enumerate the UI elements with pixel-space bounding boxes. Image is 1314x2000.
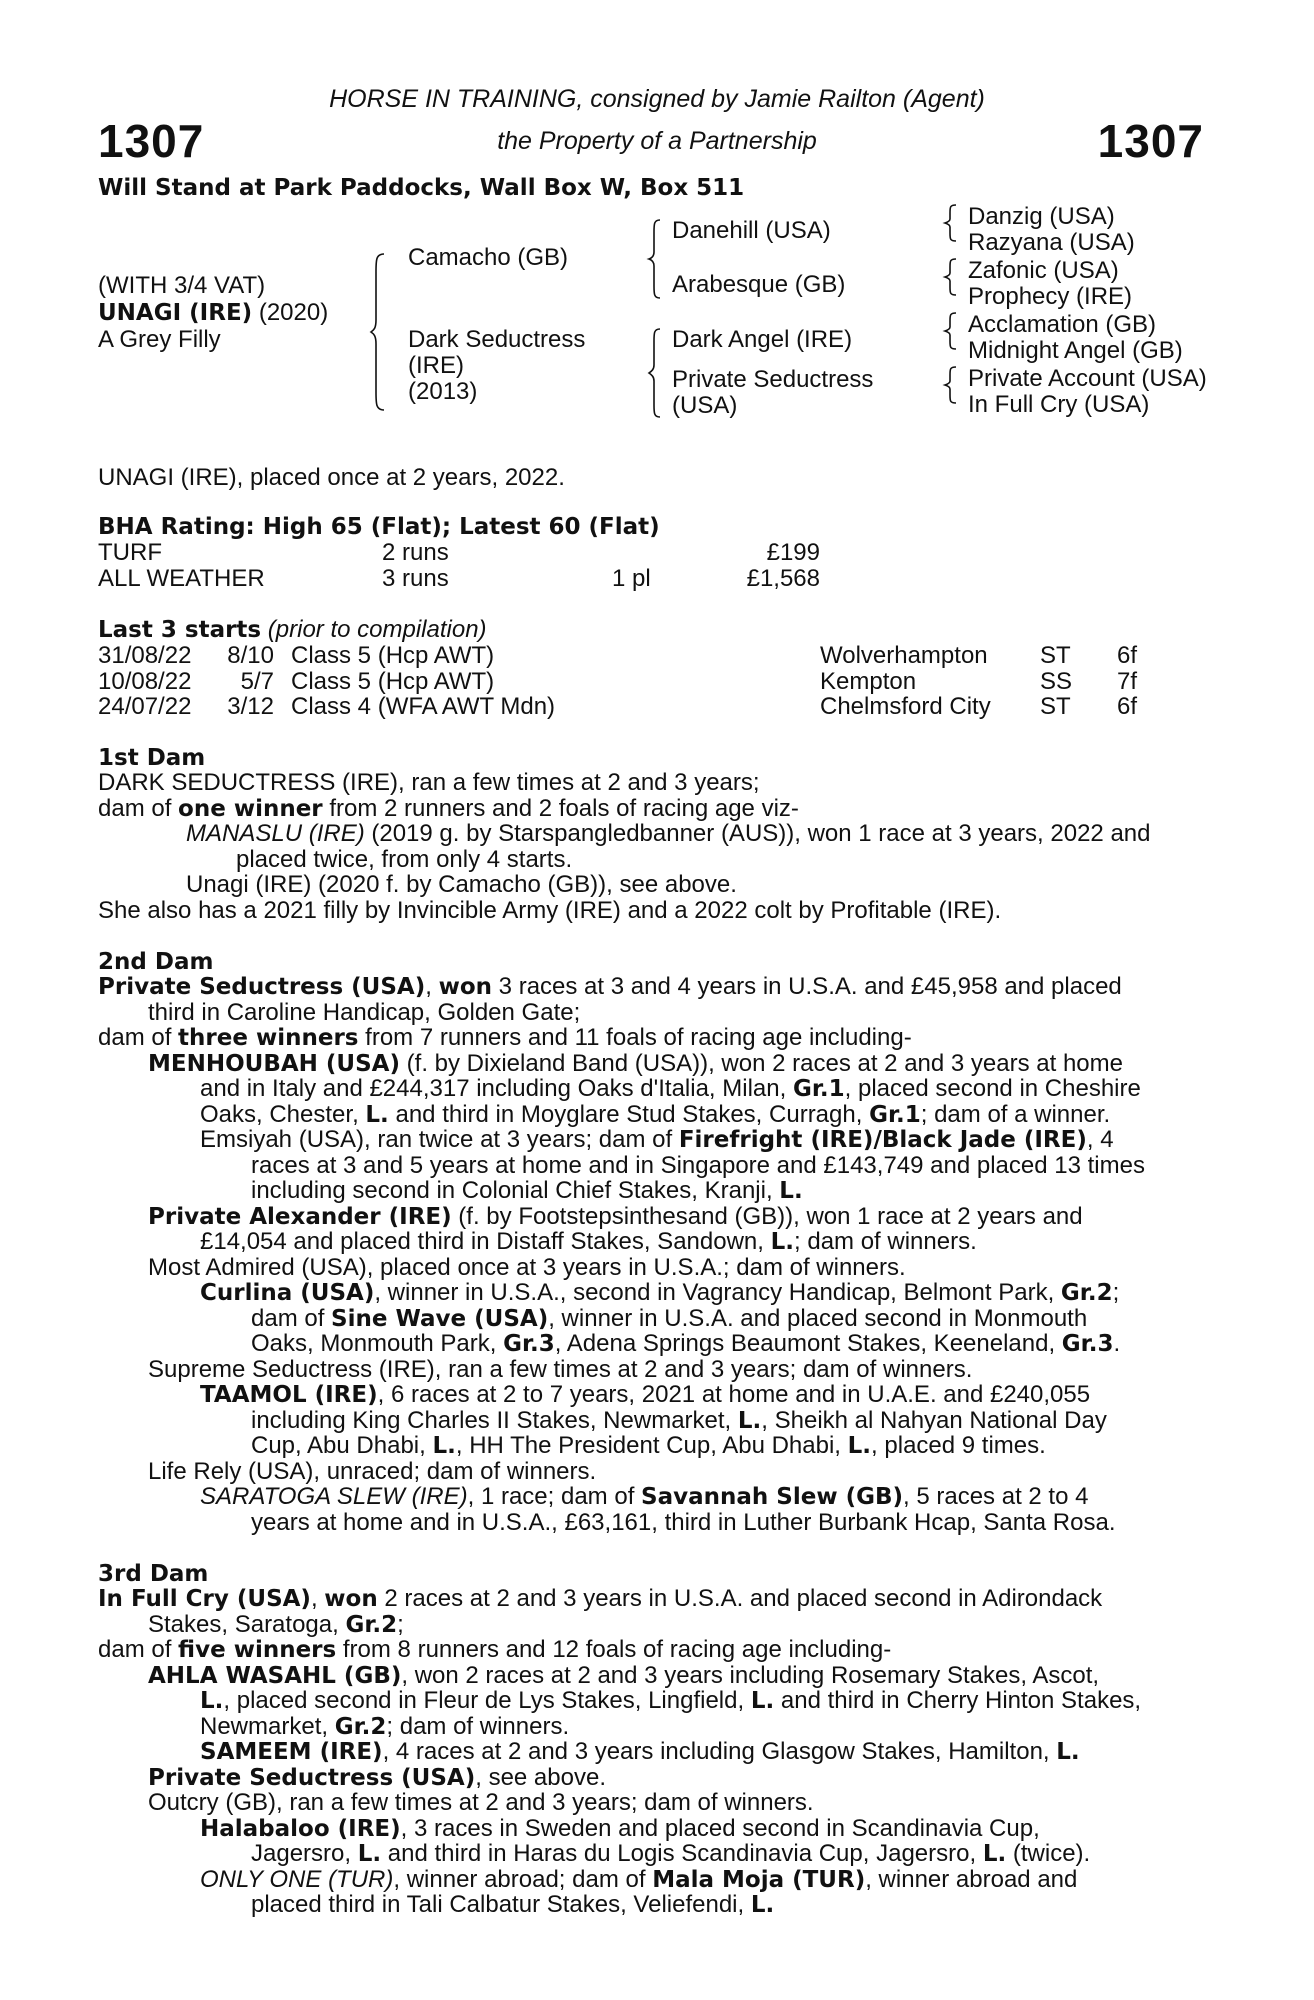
manaslu-entry-cont: placed twice, from only 4 starts.	[236, 846, 573, 873]
start-position: 5/7	[240, 668, 274, 695]
dam-name-line1: Dark Seductress	[408, 326, 586, 353]
curlina-entry: Curlina (USA), winner in U.S.A., second in Vagrancy Handicap, Belmont Park, Gr.2;	[200, 1279, 1120, 1306]
start-going: SS	[1040, 668, 1073, 695]
granddam-2: Prophecy (IRE)	[968, 283, 1133, 310]
start-race: Class 5 (Hcp AWT)	[291, 642, 495, 669]
menhoubah-entry: MENHOUBAH (USA) (f. by Dixieland Band (USA)), won 2 races at 2 and 3 years at home	[148, 1050, 1123, 1077]
outcry-entry: Outcry (GB), ran a few times at 2 and 3 years; dam of winners.	[148, 1789, 814, 1816]
start-distance: 6f	[1117, 642, 1138, 669]
ahla-wasahl-entry-2: L., placed second in Fleur de Lys Stakes, Lingfield, L. and third in Cherry Hinton Stakes,	[200, 1687, 1142, 1714]
dam-name-line2: (IRE)	[408, 352, 464, 379]
rating-runs: 2 runs	[382, 539, 449, 566]
lot-number-left: 1307	[98, 115, 205, 167]
second-dam-heading: 2nd Dam	[98, 949, 214, 975]
start-position: 3/12	[227, 693, 274, 720]
most-admired-entry: Most Admired (USA), placed once at 3 years in U.S.A.; dam of winners.	[148, 1254, 906, 1281]
granddam-1: Razyana (USA)	[968, 229, 1135, 256]
race-summary: UNAGI (IRE), placed once at 2 years, 2022.	[98, 464, 565, 491]
start-race: Class 5 (Hcp AWT)	[291, 668, 495, 695]
start-position: 8/10	[227, 642, 274, 669]
bha-rating-title: BHA Rating: High 65 (Flat); Latest 60 (Flat)	[98, 514, 660, 540]
rating-surface: ALL WEATHER	[98, 565, 265, 592]
pedigree-bracket-g4	[944, 365, 958, 405]
start-going: ST	[1040, 642, 1071, 669]
supreme-seductress-entry: Supreme Seductress (IRE), ran a few times at 2 and 3 years; dam of winners.	[148, 1356, 973, 1383]
rating-earnings: £1,568	[746, 565, 820, 592]
horse-year: (2020)	[258, 299, 329, 326]
lot-number-right: 1307	[1097, 115, 1204, 167]
sire-sire: Danehill (USA)	[672, 217, 831, 244]
private-seductress-entry: Private Seductress (USA), see above.	[148, 1764, 606, 1791]
emsiyah-entry-3: including second in Colonial Chief Stakes, Kranji, L.	[251, 1177, 803, 1204]
second-dam-line: Private Seductress (USA), won 3 races at 3 and 4 years in U.S.A. and £45,958 and placed	[98, 973, 1122, 1000]
pedigree-bracket-g3	[944, 311, 958, 351]
manaslu-entry: MANASLU (IRE) (2019 g. by Starspangledbanner (AUS)), won 1 race at 3 years, 2022 and	[186, 820, 1151, 847]
last-starts-heading	[98, 617, 487, 644]
last-starts-title: Last 3 starts	[98, 617, 262, 643]
vat-note: (WITH 3/4 VAT)	[98, 272, 266, 299]
grandsire-3: Acclamation (GB)	[968, 311, 1157, 338]
private-alexander-entry-2: £14,054 and placed third in Distaff Stakes, Sandown, L.; dam of winners.	[200, 1228, 977, 1255]
start-date: 31/08/22	[98, 642, 192, 669]
stand-line: Will Stand at Park Paddocks, Wall Box W, Box 511	[98, 175, 745, 201]
dam-sire: Dark Angel (IRE)	[672, 326, 853, 353]
third-dam-produce: dam of five winners from 8 runners and 12 foals of racing age including-	[98, 1636, 892, 1663]
rating-placed: 1 pl	[612, 565, 651, 592]
start-course: Kempton	[820, 668, 917, 695]
saratoga-slew-entry: SARATOGA SLEW (IRE), 1 race; dam of Savannah Slew (GB), 5 races at 2 to 4	[200, 1483, 1089, 1510]
only-one-entry: ONLY ONE (TUR), winner abroad; dam of Mala Moja (TUR), winner abroad and	[200, 1866, 1078, 1893]
third-dam-line-cont: Stakes, Saratoga, Gr.2;	[148, 1611, 404, 1638]
taamol-entry: TAAMOL (IRE), 6 races at 2 to 7 years, 2021 at home and in U.A.E. and £240,055	[200, 1381, 1091, 1408]
property-line: the Property of a Partnership	[497, 127, 817, 155]
third-dam-heading: 3rd Dam	[98, 1561, 209, 1587]
pedigree-bracket-g2	[944, 257, 958, 297]
halabaloo-entry: Halabaloo (IRE), 3 races in Sweden and placed second in Scandinavia Cup,	[200, 1815, 1040, 1842]
only-one-entry-2: placed third in Tali Calbatur Stakes, Veliefendi, L.	[251, 1891, 775, 1918]
start-distance: 6f	[1117, 693, 1138, 720]
pedigree-bracket-g1	[944, 203, 958, 243]
sameem-entry: SAMEEM (IRE), 4 races at 2 and 3 years including Glasgow Stakes, Hamilton, L.	[200, 1738, 1080, 1765]
menhoubah-entry-3: Oaks, Chester, L. and third in Moyglare Stud Stakes, Curragh, Gr.1; dam of a winner.	[200, 1101, 1111, 1128]
start-date: 10/08/22	[98, 668, 192, 695]
start-going: ST	[1040, 693, 1071, 720]
sire-dam: Arabesque (GB)	[672, 271, 846, 298]
start-distance: 7f	[1117, 668, 1138, 695]
consignor-line: HORSE IN TRAINING, consigned by Jamie Railton (Agent)	[329, 85, 985, 113]
start-race: Class 4 (WFA AWT Mdn)	[291, 693, 556, 720]
pedigree-bracket-main	[370, 252, 386, 412]
taamol-entry-3: Cup, Abu Dhabi, L., HH The President Cup, Abu Dhabi, L., placed 9 times.	[251, 1432, 1046, 1459]
second-dam-produce: dam of three winners from 7 runners and 11 foals of racing age including-	[98, 1024, 912, 1051]
grandsire-4: Private Account (USA)	[968, 365, 1207, 392]
taamol-entry-2: including King Charles II Stakes, Newmarket, L., Sheikh al Nahyan National Day	[251, 1407, 1107, 1434]
halabaloo-entry-2: Jagersro, L. and third in Haras du Logis Scandinavia Cup, Jagersro, L. (twice).	[251, 1840, 1091, 1867]
curlina-entry-2: dam of Sine Wave (USA), winner in U.S.A. and placed second in Monmouth	[251, 1305, 1088, 1332]
life-rely-entry: Life Rely (USA), unraced; dam of winners.	[148, 1458, 597, 1485]
first-dam-line: DARK SEDUCTRESS (IRE), ran a few times at 2 and 3 years;	[98, 769, 760, 796]
emsiyah-entry: Emsiyah (USA), ran twice at 3 years; dam of Firefright (IRE)/Black Jade (IRE), 4	[200, 1126, 1114, 1153]
last-starts-note: (prior to compilation)	[267, 616, 487, 643]
first-dam-produce: dam of one winner from 2 runners and 2 foals of racing age viz-	[98, 795, 799, 822]
pedigree-bracket-sire	[648, 218, 662, 300]
horse-description: A Grey Filly	[98, 326, 221, 353]
ahla-wasahl-entry: AHLA WASAHL (GB), won 2 races at 2 and 3 years including Rosemary Stakes, Ascot,	[148, 1662, 1100, 1689]
grandsire-2: Zafonic (USA)	[968, 257, 1119, 284]
third-dam-line: In Full Cry (USA), won 2 races at 2 and 3 years in U.S.A. and placed second in Adirondack	[98, 1585, 1103, 1612]
horse-name-line	[98, 300, 328, 326]
horse-name: UNAGI (IRE)	[98, 300, 253, 326]
curlina-entry-3: Oaks, Monmouth Park, Gr.3, Adena Springs Beaumont Stakes, Keeneland, Gr.3.	[251, 1330, 1121, 1357]
start-course: Chelmsford City	[820, 693, 991, 720]
pedigree-bracket-dam	[648, 327, 662, 419]
private-alexander-entry: Private Alexander (IRE) (f. by Footstepsinthesand (GB)), won 1 race at 2 years and	[148, 1203, 1083, 1230]
rating-earnings: £199	[766, 539, 820, 566]
sire: Camacho (GB)	[408, 244, 569, 271]
also-has-line: She also has a 2021 filly by Invincible Army (IRE) and a 2022 colt by Profitable (IRE).	[98, 897, 1002, 924]
rating-runs: 3 runs	[382, 565, 449, 592]
grandsire-1: Danzig (USA)	[968, 203, 1115, 230]
second-dam-line-cont: third in Caroline Handicap, Golden Gate;	[148, 999, 581, 1026]
dam-name-line3: (2013)	[408, 378, 478, 405]
emsiyah-entry-2: races at 3 and 5 years at home and in Singapore and £143,749 and placed 13 times	[251, 1152, 1145, 1179]
unagi-entry: Unagi (IRE) (2020 f. by Camacho (GB)), see above.	[186, 871, 737, 898]
ahla-wasahl-entry-3: Newmarket, Gr.2; dam of winners.	[200, 1713, 570, 1740]
start-course: Wolverhampton	[820, 642, 988, 669]
saratoga-slew-entry-2: years at home and in U.S.A., £63,161, third in Luther Burbank Hcap, Santa Rosa.	[251, 1509, 1116, 1536]
granddam-3: Midnight Angel (GB)	[968, 337, 1183, 364]
first-dam-heading: 1st Dam	[98, 745, 206, 771]
rating-surface: TURF	[98, 539, 162, 566]
dam-dam-line1: Private Seductress	[672, 366, 874, 393]
menhoubah-entry-2: and in Italy and £244,317 including Oaks d'Italia, Milan, Gr.1, placed second in Cheshire	[200, 1075, 1141, 1102]
start-date: 24/07/22	[98, 693, 192, 720]
dam-dam-line2: (USA)	[672, 392, 738, 419]
granddam-4: In Full Cry (USA)	[968, 391, 1150, 418]
